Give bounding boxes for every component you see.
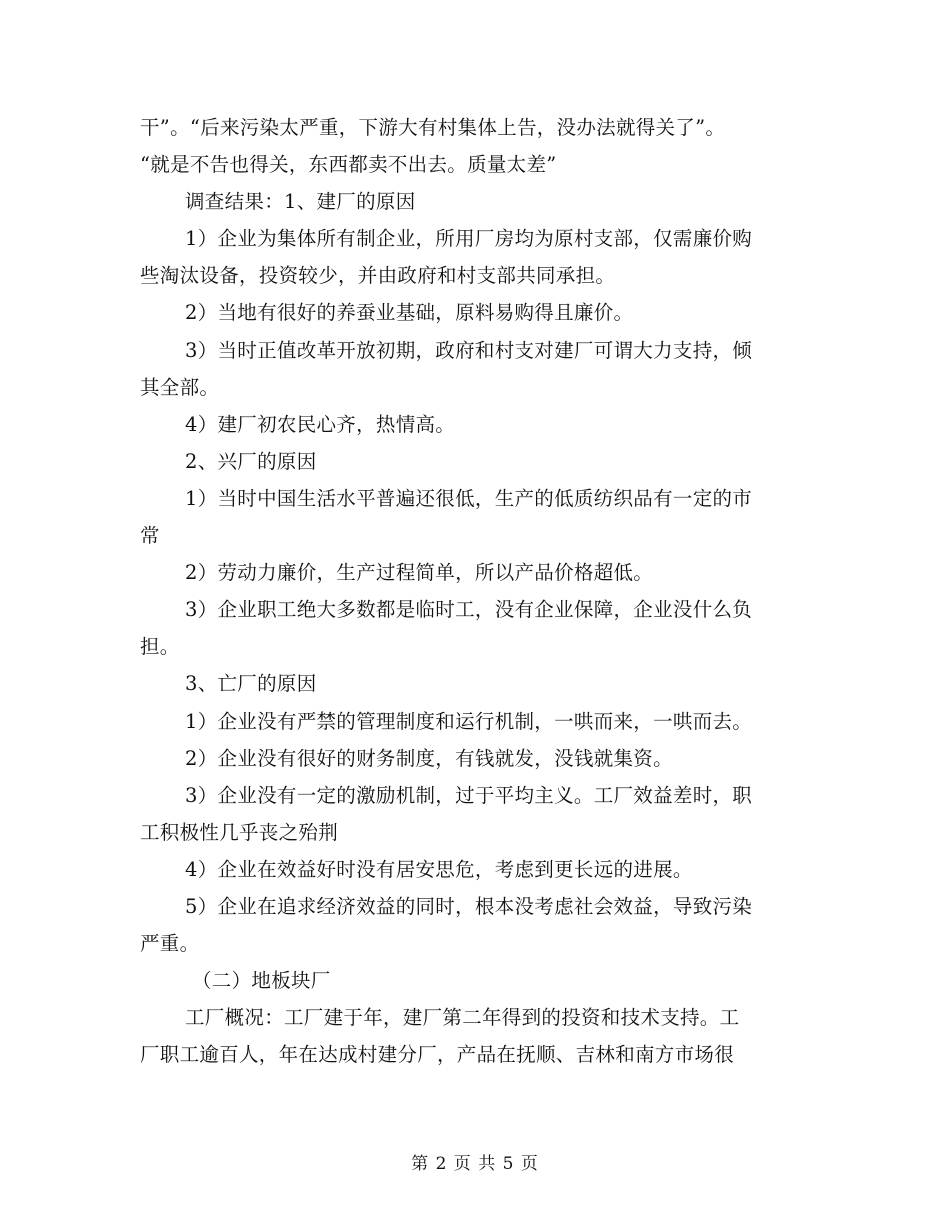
text-line: 常 — [140, 524, 160, 548]
text-line: 担。 — [140, 635, 180, 659]
text-line: 1）企业没有严禁的管理制度和运行机制，一哄而来，一哄而去。 — [185, 709, 753, 733]
text-line: 2）劳动力廉价，生产过程简单，所以产品价格超低。 — [185, 561, 654, 585]
text-line: 2、兴厂的原因 — [185, 449, 317, 473]
text-line: 工积极性几乎丧之殆荆 — [140, 820, 339, 844]
text-line: 1）当时中国生活水平普遍还很低，生产的低质纺织品有一定的市 — [185, 486, 753, 510]
text-line: 些淘汰设备，投资较少，并由政府和村支部共同承担。 — [140, 264, 616, 288]
page-number-footer: 第 2 页 共 5 页 — [411, 1154, 539, 1174]
text-line: 4）建厂初农民心齐，热情高。 — [185, 412, 456, 436]
text-line: 2）当地有很好的养蚕业基础，原料易购得且廉价。 — [185, 301, 634, 325]
text-line: “就是不告也得关，东西都卖不出去。质量太差” — [140, 153, 557, 177]
text-line: 其全部。 — [140, 375, 220, 399]
text-line: 2）企业没有很好的财务制度，有钱就发，没钱就集资。 — [185, 746, 673, 770]
text-line: 3）当时正值改革开放初期，政府和村支对建厂可谓大力支持，倾 — [185, 338, 753, 362]
text-line: 干”。“后来污染太严重，下游大有村集体上告，没办法就得关了”。 — [140, 116, 726, 139]
text-line: 调查结果：1、建厂的原因 — [185, 190, 416, 214]
text-line: 3）企业没有一定的激励机制，过于平均主义。工厂效益差时，职 — [185, 783, 753, 807]
text-line: 厂职工逾百人，年在达成村建分厂，产品在抚顺、吉林和南方市场很 — [140, 1043, 735, 1067]
text-line: 1）企业为集体所有制企业，所用厂房均为原村支部，仅需廉价购 — [185, 227, 753, 251]
document-body — [140, 109, 810, 1073]
text-line: 3、亡厂的原因 — [185, 672, 317, 696]
text-line: （二）地板块厂 — [192, 969, 331, 993]
text-line: 5）企业在追求经济效益的同时，根本没考虑社会效益，导致污染 — [185, 894, 753, 918]
text-line: 严重。 — [140, 932, 200, 956]
text-line: 工厂概况：工厂建于年，建厂第二年得到的投资和技术支持。工 — [185, 1006, 740, 1030]
text-line: 3）企业职工绝大多数都是临时工，没有企业保障，企业没什么负 — [185, 598, 753, 622]
text-line: 4）企业在效益好时没有居安思危，考虑到更长远的进展。 — [185, 857, 693, 881]
